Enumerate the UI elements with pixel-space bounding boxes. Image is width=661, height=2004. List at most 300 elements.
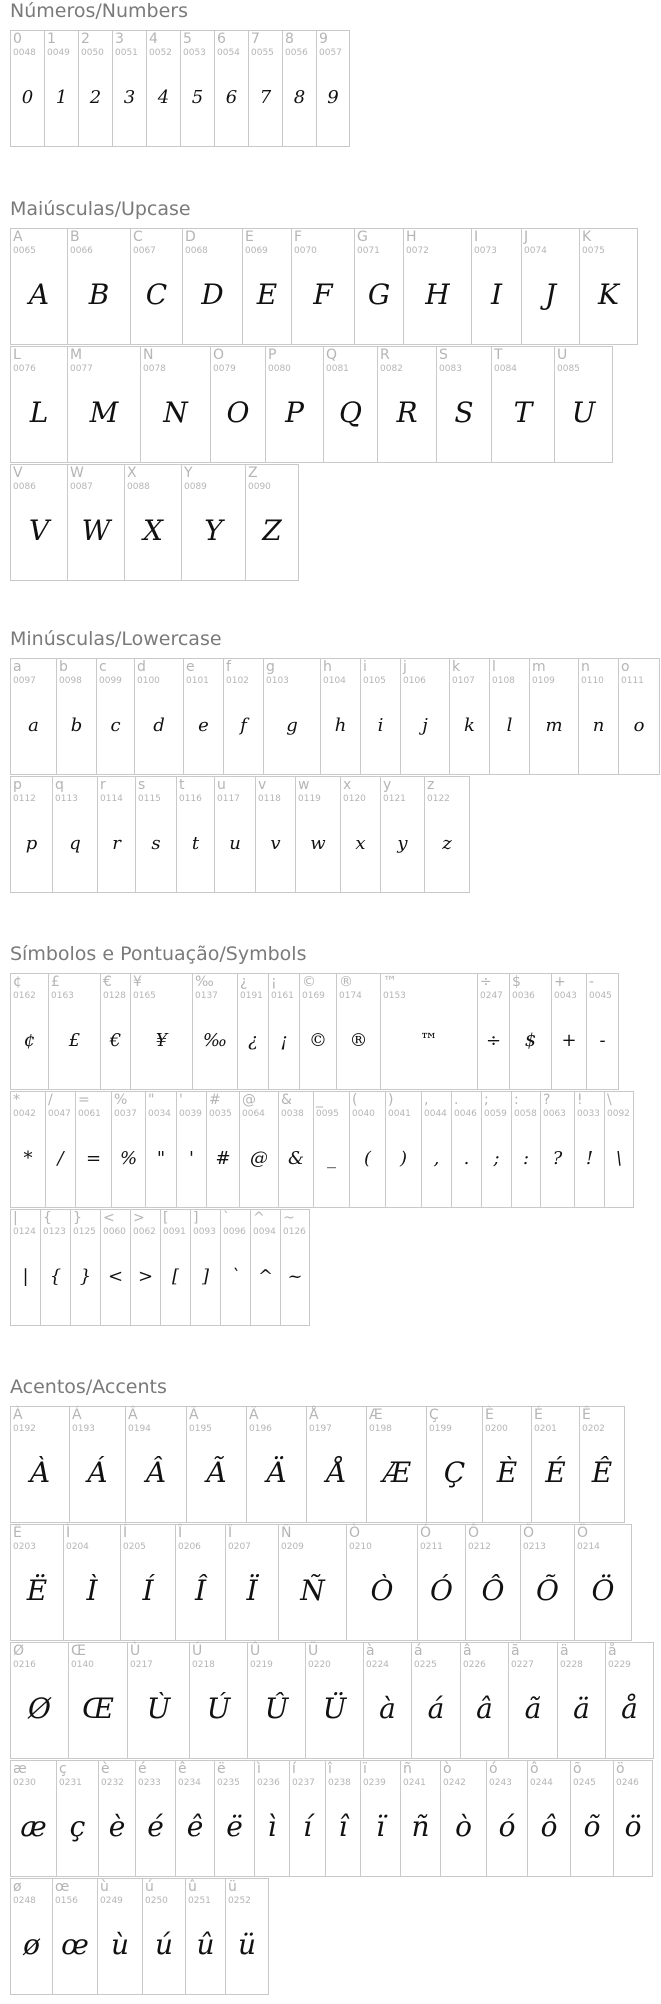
glyph-char-label: 0 [13,31,22,47]
glyph-sample: 8 [293,87,306,108]
glyph-code-label: 0220 [308,1660,331,1670]
glyph-sample: ~ [287,1266,303,1287]
glyph-sample: Ó [430,1574,453,1607]
glyph-cell [254,1760,289,1877]
glyph-char-label: ñ [403,1761,412,1777]
glyph-cell [140,346,210,463]
glyph-code-label: 0101 [186,676,209,686]
glyph-cell [618,658,660,775]
glyph-code-label: 0118 [258,794,281,804]
glyph-code-label: 0212 [468,1542,491,1552]
glyph-code-label: 0033 [577,1109,600,1119]
glyph-sample: a [28,715,39,736]
glyph-char-label: 4 [149,31,158,47]
glyph-cell [175,1760,214,1877]
glyph-cell [250,1209,280,1326]
glyph-code-label: 0165 [133,991,156,1001]
glyph-char-label: B [70,229,80,245]
glyph-char-label: % [114,1092,128,1108]
glyph-sample: * [23,1148,33,1169]
glyph-char-label: 5 [183,31,192,47]
glyph-char-label: n [581,659,590,675]
glyph-code-label: 0048 [13,48,36,58]
glyph-cell [10,346,67,463]
glyph-char-label: @ [242,1092,256,1108]
glyph-sample: Ì [86,1574,98,1607]
glyph-char-label: 8 [285,31,294,47]
glyph-grid [10,1406,654,1996]
glyph-row [10,464,638,582]
glyph-cell [491,346,554,463]
glyph-code-label: 0043 [554,991,577,1001]
glyph-cell [531,1406,579,1523]
glyph-char-label: 9 [319,31,328,47]
glyph-char-label: È [485,1407,494,1423]
glyph-code-label: 0064 [242,1109,265,1119]
glyph-char-label: P [268,347,277,363]
glyph-char-label: + [554,974,566,990]
glyph-char-label: ~ [283,1210,295,1226]
glyph-code-label: 0082 [380,364,403,374]
glyph-code-label: 0112 [13,794,36,804]
glyph-code-label: 0200 [485,1424,508,1434]
glyph-sample: H [425,278,450,311]
glyph-code-label: 0128 [103,991,126,1001]
glyph-char-label: _ [316,1092,323,1108]
glyph-cell [471,228,521,345]
glyph-code-label: 0060 [103,1227,126,1237]
glyph-char-label: Ò [349,1525,361,1541]
glyph-cell [511,1091,540,1208]
glyph-char-label: é [138,1761,147,1777]
glyph-sample: Å [326,1456,347,1489]
glyph-code-label: 0199 [429,1424,452,1434]
glyph-sample: ö [624,1810,642,1843]
glyph-char-label: o [621,659,630,675]
glyph-cell [239,1091,278,1208]
glyph-code-label: 0202 [582,1424,605,1434]
glyph-sample: = [85,1148,102,1169]
glyph-sample: l [506,715,513,736]
glyph-sample: Ï [246,1574,258,1607]
glyph-code-label: 0210 [349,1542,372,1552]
glyph-cell [69,1406,125,1523]
glyph-row [10,1878,654,1996]
glyph-sample: N [163,396,188,429]
glyph-char-label: > [133,1210,145,1226]
section-title: Símbolos e Pontuação/Symbols [10,943,307,965]
glyph-char-label: ç [59,1761,67,1777]
glyph-code-label: 0034 [148,1109,171,1119]
glyph-char-label: ê [178,1761,187,1777]
glyph-sample: _ [327,1148,336,1169]
glyph-char-label: Á [72,1407,82,1423]
glyph-char-label: N [143,347,154,363]
glyph-code-label: 0204 [66,1542,89,1552]
glyph-code-label: 0224 [366,1660,389,1670]
glyph-char-label: À [13,1407,23,1423]
glyph-char-label: ø [13,1879,22,1895]
glyph-code-label: 0244 [530,1778,553,1788]
glyph-char-label: 7 [251,31,260,47]
glyph-cell [586,973,619,1090]
glyph-code-label: 0242 [443,1778,466,1788]
glyph-sample: û [196,1928,215,1961]
glyph-sample: Ø [28,1692,51,1725]
glyph-code-label: 0107 [452,676,475,686]
glyph-cell [242,228,291,345]
glyph-sample: 9 [327,87,339,108]
glyph-sample: Û [264,1692,289,1725]
glyph-cell [225,1878,269,1995]
glyph-sample: 0 [21,87,34,108]
glyph-sample: " [156,1148,166,1169]
glyph-cell [280,1209,310,1326]
glyph-char-label: Ó [420,1525,432,1541]
glyph-sample: s [151,833,161,854]
glyph-code-label: 0218 [192,1660,215,1670]
glyph-cell [56,1760,98,1877]
glyph-char-label: ö [616,1761,625,1777]
glyph-char-label: ¥ [133,974,142,990]
glyph-char-label: Ü [308,1643,319,1659]
glyph-sample: £ [68,1030,81,1051]
glyph-code-label: 0230 [13,1778,36,1788]
glyph-sample: j [422,715,428,736]
glyph-cell [400,658,449,775]
glyph-code-label: 0072 [406,246,429,256]
glyph-sample: î [338,1810,348,1843]
glyph-char-label: í [292,1761,296,1777]
glyph-sample: ó [498,1810,516,1843]
glyph-sample: m [545,715,563,736]
glyph-char-label: ; [484,1092,489,1108]
glyph-cell [291,228,354,345]
glyph-code-label: 0241 [403,1778,426,1788]
glyph-char-label: ï [363,1761,367,1777]
glyph-char-label: t [179,777,185,793]
glyph-char-label: ` [223,1210,230,1226]
glyph-char-label: k [452,659,461,675]
glyph-code-label: 0232 [101,1778,124,1788]
glyph-char-label: Ç [429,1407,439,1423]
glyph-sample: q [69,833,81,854]
glyph-sample: ' [189,1148,194,1169]
glyph-code-label: 0084 [494,364,517,374]
glyph-row [10,1091,634,1209]
glyph-char-label: ™ [383,974,397,990]
glyph-code-label: 0229 [608,1660,631,1670]
glyph-char-label: y [383,777,392,793]
glyph-sample: 6 [225,87,238,108]
glyph-cell [424,776,470,893]
glyph-sample: õ [583,1810,601,1843]
glyph-cell [316,30,350,147]
glyph-char-label: & [281,1092,292,1108]
glyph-char-label: $ [512,974,521,990]
glyph-code-label: 0041 [388,1109,411,1119]
glyph-sample: D [201,278,224,311]
glyph-char-label: Æ [369,1407,383,1423]
glyph-char-label: c [99,659,107,675]
glyph-sample: g [286,715,298,736]
glyph-sample: ¢ [23,1030,36,1051]
glyph-code-label: 0236 [257,1778,280,1788]
glyph-cell [67,464,124,581]
glyph-char-label: T [494,347,503,363]
glyph-sample: 4 [157,87,170,108]
glyph-cell [100,1209,130,1326]
glyph-cell [190,1209,220,1326]
glyph-code-label: 0053 [183,48,206,58]
glyph-sample: œ [61,1928,89,1961]
glyph-sample: â [476,1692,493,1725]
glyph-cell [130,973,192,1090]
glyph-sample: ( [363,1148,372,1169]
glyph-char-label: © [302,974,316,990]
glyph-code-label: 0156 [55,1896,78,1906]
glyph-char-label: ® [339,974,353,990]
glyph-code-label: 0114 [100,794,123,804]
glyph-sample: z [442,833,452,854]
glyph-sample: Ë [26,1574,48,1607]
glyph-cell [377,346,436,463]
glyph-sample: f [240,715,247,736]
glyph-cell [554,346,613,463]
glyph-sample: ? [552,1148,563,1169]
glyph-sample: Y [204,514,223,547]
glyph-cell [127,1642,189,1759]
glyph-cell [349,1091,385,1208]
glyph-sample: x [355,833,366,854]
glyph-char-label: Ø [13,1643,25,1659]
glyph-char-label: S [439,347,448,363]
glyph-sample: Ä [266,1456,287,1489]
glyph-char-label: Å [309,1407,319,1423]
glyph-sample: J [544,278,557,311]
glyph-cell [579,228,638,345]
glyph-char-label: ò [443,1761,452,1777]
glyph-code-label: 0103 [266,676,289,686]
glyph-sample: R [396,396,418,429]
glyph-char-label: 6 [217,31,226,47]
glyph-char-label: Õ [523,1525,535,1541]
glyph-cell [10,464,67,581]
glyph-sample: % [119,1148,138,1169]
glyph-code-label: 0063 [543,1109,566,1119]
glyph-cell [400,1760,440,1877]
glyph-sample: [ [171,1266,180,1287]
glyph-row [10,30,350,148]
section-title: Minúsculas/Lowercase [10,628,222,650]
glyph-cell [320,658,360,775]
glyph-cell [246,1406,306,1523]
glyph-sample: r [112,833,121,854]
glyph-code-label: 0214 [577,1542,600,1552]
glyph-char-label: ¿ [240,974,248,990]
glyph-sample: ë [226,1810,243,1843]
glyph-sample: c [110,715,121,736]
glyph-char-label: Œ [71,1643,86,1659]
glyph-cell [482,1406,531,1523]
glyph-sample: M [89,396,119,429]
glyph-char-label: i [363,659,367,675]
glyph-code-label: 0049 [47,48,70,58]
glyph-code-label: 0161 [271,991,294,1001]
glyph-char-label: á [414,1643,423,1659]
glyph-sample: / [57,1148,64,1169]
glyph-sample: ç [69,1810,86,1843]
glyph-grid [10,228,638,582]
glyph-char-label: p [13,777,22,793]
glyph-cell [299,973,336,1090]
glyph-cell [135,776,176,893]
glyph-char-label: Z [248,465,258,481]
glyph-sample: } [79,1266,92,1287]
glyph-cell [183,658,223,775]
glyph-code-label: 0124 [13,1227,36,1237]
glyph-sample: | [22,1266,29,1287]
glyph-char-label: ä [560,1643,569,1659]
glyph-char-label: I [474,229,479,245]
glyph-sample: v [270,833,281,854]
glyph-code-label: 0075 [582,246,605,256]
glyph-code-label: 0117 [217,794,240,804]
glyph-cell [134,658,183,775]
glyph-code-label: 0036 [512,991,535,1001]
glyph-char-label: / [48,1092,53,1108]
glyph-cell [48,973,100,1090]
glyph-char-label: ' [179,1092,183,1108]
glyph-cell [10,1524,63,1641]
glyph-sample: ™ [420,1030,438,1051]
glyph-code-label: 0246 [616,1778,639,1788]
glyph-code-label: 0078 [143,364,166,374]
glyph-code-label: 0052 [149,48,172,58]
glyph-cell [124,464,181,581]
glyph-sample: Ç [443,1456,466,1489]
glyph-cell [540,1091,574,1208]
glyph-char-label: É [534,1407,543,1423]
glyph-code-label: 0051 [115,48,138,58]
glyph-code-label: 0163 [51,991,74,1001]
glyph-cell [289,1760,325,1877]
glyph-sample: Á [87,1456,108,1489]
glyph-sample: ‰ [202,1030,228,1051]
glyph-cell [449,658,489,775]
glyph-char-label: ì [257,1761,261,1777]
glyph-cell [340,776,380,893]
glyph-sample: K [598,278,619,311]
glyph-cell [465,1524,520,1641]
glyph-cell [52,776,97,893]
glyph-code-label: 0203 [13,1542,36,1552]
glyph-cell [40,1209,70,1326]
glyph-sample: Ô [481,1574,505,1607]
glyph-cell [175,1524,225,1641]
glyph-char-label: j [403,659,407,675]
glyph-row [10,1760,654,1878]
glyph-cell [489,658,529,775]
glyph-cell [417,1524,465,1641]
glyph-cell [10,228,67,345]
glyph-char-label: { [43,1210,52,1226]
glyph-char-label: â [463,1643,472,1659]
glyph-cell [223,658,263,775]
glyph-code-label: 0087 [70,482,93,492]
glyph-cell [214,1760,254,1877]
glyph-code-label: 0038 [281,1109,304,1119]
glyph-cell [265,346,323,463]
glyph-sample: & [287,1148,305,1169]
glyph-sample: 2 [89,87,102,108]
glyph-code-label: 0116 [179,794,202,804]
glyph-char-label: u [217,777,226,793]
glyph-code-label: 0198 [369,1424,392,1434]
glyph-char-label: ü [228,1879,237,1895]
glyph-sample: ê [186,1810,204,1843]
glyph-code-label: 0239 [363,1778,386,1788]
glyph-char-label: æ [13,1761,27,1777]
glyph-code-label: 0213 [523,1542,546,1552]
glyph-code-label: 0094 [253,1227,276,1237]
glyph-sample: ï [376,1810,385,1843]
glyph-cell [125,1406,186,1523]
glyph-cell [100,973,130,1090]
glyph-char-label: K [582,229,592,245]
glyph-code-label: 0071 [357,246,380,256]
glyph-cell [145,1091,176,1208]
glyph-code-label: 0055 [251,48,274,58]
glyph-cell [579,1406,625,1523]
glyph-code-label: 0035 [209,1109,232,1119]
glyph-char-label: õ [573,1761,582,1777]
glyph-sample: b [70,715,83,736]
glyph-char-label: € [103,974,112,990]
glyph-char-label: Î [178,1525,183,1541]
glyph-cell [10,658,56,775]
glyph-char-label: O [213,347,225,363]
glyph-code-label: 0095 [316,1109,339,1119]
glyph-char-label: Ê [582,1407,591,1423]
glyph-cell [460,1642,508,1759]
glyph-code-label: 0077 [70,364,93,374]
glyph-code-label: 0197 [309,1424,332,1434]
glyph-sample: ¿ [248,1030,258,1051]
glyph-sample: Ñ [300,1574,325,1607]
glyph-code-label: 0250 [145,1896,168,1906]
glyph-sample: C [145,278,168,311]
glyph-char-label: W [70,465,84,481]
glyph-code-label: 0111 [621,676,644,686]
glyph-code-label: 0076 [13,364,36,374]
glyph-sample: \ [615,1148,623,1169]
glyph-sample: # [215,1148,231,1169]
glyph-cell [130,228,182,345]
glyph-sample: n [592,715,605,736]
glyph-row [10,1524,654,1642]
glyph-cell [146,30,180,147]
glyph-char-label: ¢ [13,974,22,990]
glyph-sample: Î [194,1574,207,1607]
glyph-code-label: 0219 [250,1660,273,1670]
glyph-code-label: 0057 [319,48,342,58]
glyph-cell [182,228,242,345]
glyph-code-label: 0121 [383,794,406,804]
glyph-code-label: 0047 [48,1109,71,1119]
glyph-char-label: R [380,347,390,363]
glyph-row [10,658,660,776]
